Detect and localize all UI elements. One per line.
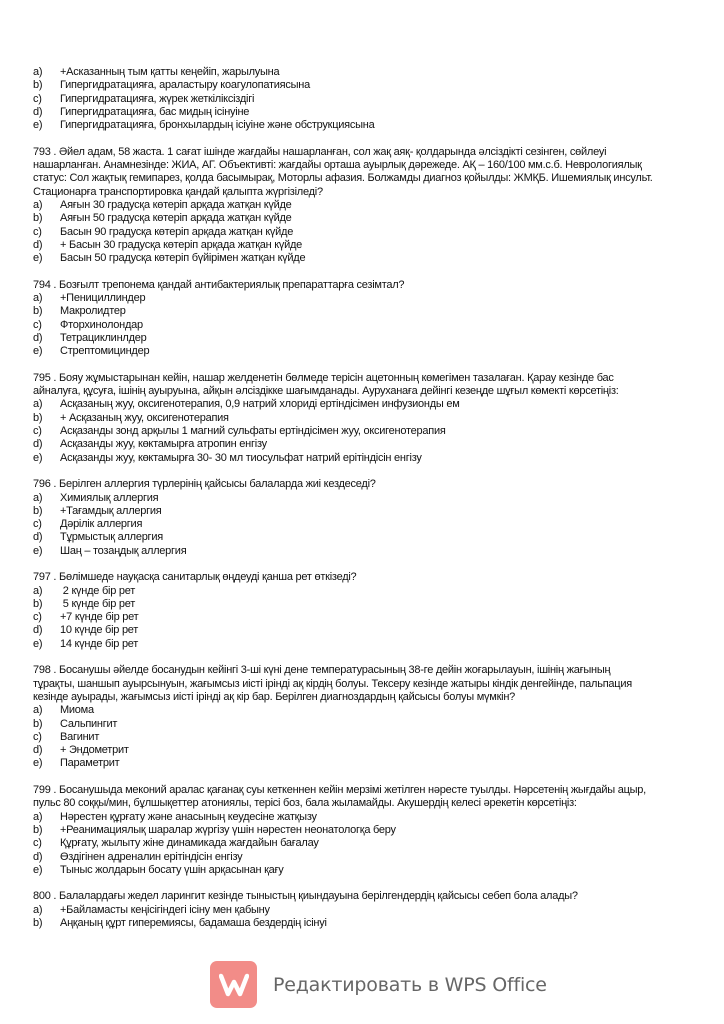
answer-option (33, 226, 703, 239)
option-text: 14 күнде бір рет (60, 637, 139, 650)
question-text: айналуға, құсуға, ішінің ауыруына, айқын әлсіздікке шағымданады. Ауруханаға дейінгі кезеңде шұғыл көмекті көрсетіңіз: (33, 385, 619, 398)
question-text: пульс 80 соққы/мин, бұлшықеттер атониялы, терісі боз, бала жыламайды. Акушердің келесі әрекетін көрсетіңіз: (33, 797, 577, 810)
question-block (33, 890, 703, 930)
question-text: 797 . Бөлімшеде науқасқа санитарлық өңдеуді қанша рет өткізеді? (33, 571, 357, 584)
answer-option (33, 917, 703, 930)
document-page (33, 66, 703, 930)
answer-option (33, 545, 703, 558)
option-text: + Асқазаның жуу, оксигенотерапия (60, 411, 229, 424)
answer-option (33, 199, 703, 212)
option-text: Химиялық аллергия (60, 491, 159, 504)
option-letter: b) (33, 305, 43, 318)
option-letter: a) (33, 903, 43, 916)
option-text: Асқазанды жуу, көктамырға атропин енгізу (60, 438, 267, 451)
question-text: 800 . Балалардағы жедел ларингит кезінде тыныстың қиындауына берілгендердің қайсысы себеп бола алады? (33, 890, 578, 903)
option-letter: b) (33, 504, 43, 517)
option-text: Аяғын 50 градусқа көтеріп арқада жатқан күйде (60, 212, 292, 225)
option-letter: a) (33, 704, 43, 717)
option-text: Фторхинолондар (60, 318, 143, 331)
answer-option (33, 731, 703, 744)
option-letter: b) (33, 79, 43, 92)
option-letter: d) (33, 238, 43, 251)
option-letter: d) (33, 331, 43, 344)
answer-option (33, 319, 703, 332)
question-block (33, 571, 703, 651)
block-spacer (33, 465, 703, 478)
option-text: +Асказанның тым қатты кеңейіп, жарылуына (60, 66, 280, 78)
option-text: Шаң – тозаңдық аллергия (60, 544, 187, 557)
answer-option (33, 611, 703, 624)
answer-option (33, 425, 703, 438)
option-text: 5 күнде бір рет (60, 597, 136, 610)
option-text: Гипергидратацияға, араластыру коагулопатиясына (60, 79, 310, 92)
option-letter: b) (33, 717, 43, 730)
option-letter: c) (33, 318, 42, 331)
option-text: Басын 90 градусқа көтеріп арқада жатқан күйде (60, 225, 294, 238)
question-block (33, 66, 703, 132)
question-block (33, 279, 703, 359)
wps-banner-label: Редактировать в WPS Office (273, 973, 547, 996)
option-letter: d) (33, 531, 43, 544)
answer-option (33, 585, 703, 598)
option-text: Асқазаның жуу, оксигенотерапия, 0,9 натрий хлориді ертіндісімен инфузионды ем (60, 398, 460, 411)
option-letter: e) (33, 863, 43, 876)
option-letter: a) (33, 66, 43, 78)
answer-option (33, 518, 703, 531)
option-letter: d) (33, 624, 43, 637)
question-text: 798 . Босанушы әйелде босанудын кейінгі 3-ші күні дене температурасының 38-ге дейін жоғарылауын, ішінің жағының (33, 664, 611, 677)
block-spacer (33, 877, 703, 890)
option-letter: e) (33, 252, 43, 265)
option-letter: c) (33, 92, 42, 105)
question-text: нашарланған. Анамнезінде: ЖИА, АГ. Объективті: жағдайы орташа ауырлық дәрежеде. АҚ – 160/100 мм.с.б. Неврологиялық (33, 159, 642, 172)
answer-option (33, 93, 703, 106)
question-block (33, 784, 703, 877)
option-letter: a) (33, 491, 43, 504)
answer-option (33, 212, 703, 225)
option-letter: d) (33, 744, 43, 757)
answer-option (33, 864, 703, 877)
answer-option (33, 598, 703, 611)
option-text: Миома (60, 704, 94, 717)
block-spacer (33, 771, 703, 784)
option-letter: c) (33, 730, 42, 743)
answer-option (33, 811, 703, 824)
block-spacer (33, 265, 703, 278)
answer-option (33, 438, 703, 451)
option-letter: d) (33, 438, 43, 451)
question-text: 799 . Босанушыда меконий аралас қағанақ суы кеткеннен кейін мерзімі жетілген нәресте туылды. Нәрсетенің жығдайы ацыр, (33, 784, 646, 797)
option-letter: b) (33, 411, 43, 424)
wps-logo-icon (210, 961, 257, 1008)
question-block (33, 372, 703, 465)
option-text: 10 күнде бір рет (60, 624, 139, 637)
question-block (33, 478, 703, 558)
option-letter: e) (33, 544, 43, 557)
option-text: Басын 50 градусқа көтеріп бүйірімен жатқан күйде (60, 252, 306, 265)
question-text: кезінде ауырады, жағымсыз иісті ірінді ақ кір бар. Берілген диагноздардың қайсысы болуы мүмкін? (33, 690, 516, 703)
answer-option (33, 704, 703, 717)
option-letter: a) (33, 398, 43, 411)
question-text: тұрақты, шаншып ауырсынуын, жағымсыз иісті ірінді ақ кірдің болуы. Тексеру кезінде жатыры кіндік денгейінде, пальпация (33, 677, 632, 690)
block-spacer (33, 651, 703, 664)
option-text: Гипергидратацияға, бронхылардың ісіуіне және обструкциясына (60, 119, 375, 132)
option-text: Вагинит (60, 730, 100, 743)
answer-option (33, 106, 703, 119)
answer-option (33, 824, 703, 837)
answer-option (33, 345, 703, 358)
option-letter: d) (33, 105, 43, 118)
option-letter: e) (33, 119, 43, 132)
option-text: Гипергидратацияға, жүрек жеткіліксіздігі (60, 92, 255, 105)
option-text: Тұрмыстық аллергия (60, 531, 163, 544)
question-text: 794 . Бозғылт трепонема қандай антибактериялық препараттарға сезімтал? (33, 278, 405, 291)
option-text: Дәрілік аллергия (60, 518, 143, 531)
question-text: 795 . Бояу жұмыстарынан кейін, нашар желденетін бөлмеде терісін ацетонның көмегімен тазалаған. Қарау кезінде бас (33, 371, 614, 384)
option-text: Аяғын 30 градусқа көтеріп арқада жатқан күйде (60, 198, 292, 211)
option-text: + Басын 30 градусқа көтеріп арқада жатқан күйде (60, 238, 303, 251)
option-letter: b) (33, 597, 43, 610)
answer-option (33, 757, 703, 770)
answer-option (33, 79, 703, 92)
answer-option (33, 239, 703, 252)
answer-option (33, 452, 703, 465)
edit-in-wps-button[interactable] (210, 961, 547, 1008)
option-letter: b) (33, 823, 43, 836)
option-text: 2 күнде бір рет (60, 584, 136, 597)
question-block (33, 146, 703, 266)
block-spacer (33, 359, 703, 372)
option-letter: b) (33, 917, 43, 929)
option-text: +Реанимациялық шаралар жүргізу үшін нәрестен неонатологқа беру (60, 823, 396, 836)
option-text: Тыныс жолдарын босату үшін арқасынан қағу (60, 863, 284, 876)
option-letter: a) (33, 584, 43, 597)
option-text: Асқазанды зонд арқылы 1 магний сульфаты ертіндісімен жуу, оксигенотерапия (60, 425, 446, 438)
option-letter: c) (33, 837, 42, 850)
answer-option (33, 412, 703, 425)
answer-option (33, 292, 703, 305)
option-text: Макролидтер (60, 305, 126, 318)
option-text: Асқазанды жуу, көктамырға 30- 30 мл тиосульфат натрий ерітіндісін енгізу (60, 451, 422, 464)
option-letter: e) (33, 637, 43, 650)
answer-option (33, 66, 703, 79)
option-letter: c) (33, 518, 42, 531)
option-letter: a) (33, 292, 43, 305)
option-letter: a) (33, 810, 43, 823)
answer-option (33, 332, 703, 345)
answer-option (33, 531, 703, 544)
answer-option (33, 252, 703, 265)
answer-option (33, 398, 703, 411)
answer-option (33, 492, 703, 505)
answer-option (33, 624, 703, 637)
answer-option (33, 904, 703, 917)
option-letter: e) (33, 345, 43, 358)
option-text: +Байламасты кеңісігіндегі ісіну мен қабыну (60, 903, 270, 916)
answer-option (33, 744, 703, 757)
option-text: Параметрит (60, 757, 120, 770)
option-letter: b) (33, 212, 43, 225)
answer-option (33, 119, 703, 132)
answer-option (33, 305, 703, 318)
question-text: статус: Сол жақтық гемипарез, қолда басымырақ, Моторлы афазия. Болжамды диагноз қойылды: ЖМҚБ. Ишемиялық инсульт. (33, 172, 653, 185)
option-text: Стрептомициндер (60, 345, 150, 358)
option-letter: e) (33, 757, 43, 770)
answer-option (33, 851, 703, 864)
option-text: +Пенициллиндер (60, 292, 146, 305)
answer-option (33, 837, 703, 850)
option-text: Өздігінен адреналин ерітіндісін енгізу (60, 850, 243, 863)
question-text: Стационарға транспортировка қандай қалыпта жүргізіледі? (33, 185, 323, 198)
question-block (33, 664, 703, 770)
question-text: 793 . Әйел адам, 58 жаста. 1 сағат ішінде жағдайы нашарланған, сол жақ аяқ- қолдарында әлсіздікті сезінген, сөйлеуі (33, 145, 607, 158)
option-letter: c) (33, 425, 42, 438)
option-text: Нәрестен құрғату және анасының кеудесіне жатқызу (60, 810, 317, 823)
option-letter: c) (33, 611, 42, 624)
option-text: Сальпингит (60, 717, 118, 730)
block-spacer (33, 132, 703, 145)
option-text: Гипергидратацияға, бас мидың ісінуіне (60, 105, 250, 118)
option-text: +Тағамдық аллергия (60, 504, 162, 517)
option-text: Аңқаның құрт гиперемиясы, бадамаша бездердің ісінуі (60, 917, 327, 929)
option-text: + Эндометрит (60, 744, 129, 757)
answer-option (33, 718, 703, 731)
block-spacer (33, 558, 703, 571)
option-text: Құрғату, жылыту жіне динамикада жағдайын бағалау (60, 837, 319, 850)
answer-option (33, 638, 703, 651)
option-letter: e) (33, 451, 43, 464)
question-text: 796 . Берілген аллергия түрлерінің қайсысы балаларда жиі кездеседі? (33, 478, 376, 491)
option-text: +7 күнде бір рет (60, 611, 139, 624)
option-text: Тетрациклинлдер (60, 331, 147, 344)
option-letter: c) (33, 225, 42, 238)
option-letter: d) (33, 850, 43, 863)
option-letter: a) (33, 198, 43, 211)
answer-option (33, 505, 703, 518)
